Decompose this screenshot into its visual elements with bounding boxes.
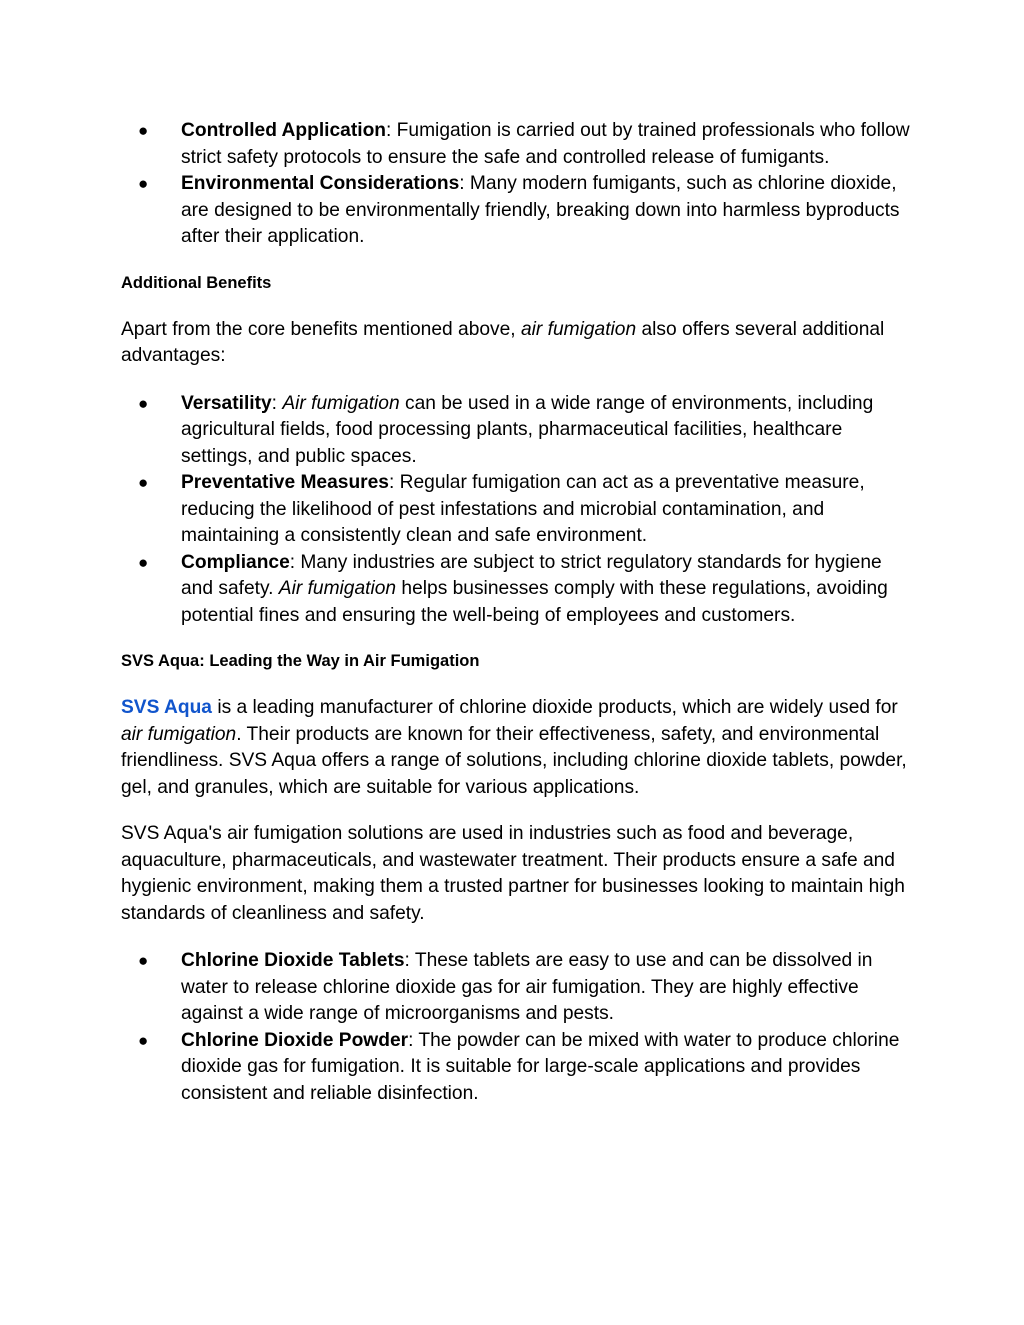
list-item-term: Chlorine Dioxide Powder [181,1029,409,1051]
list-item-text: : Fumigation is carried out by trained professionals who follow strict safety protocols to ensure the safe and controlled release of fumigants. [181,120,910,168]
bullet-icon: ● [138,121,149,140]
bullet-icon: ● [138,393,149,413]
list-item-term: Versatility [181,392,272,414]
emphasis-text: Air fumigation [278,578,397,599]
list-item [121,470,911,550]
list-item [121,391,911,471]
emphasis-text: Air fumigation [282,392,400,414]
emphasis-text: air fumigation [520,318,637,340]
list-item-text: can be used in a wide range of environments, including agricultural fields, food processing plants, pharmaceutical facilities, healthcare settings, and public spaces. [181,392,874,467]
list-item-term: Preventative Measures [181,472,389,493]
list-item-text: : The powder can be mixed with water to produce chlorine dioxide gas for fumigation. It is suitable for large-scale applications and provides consistent and reliable disinfection. [181,1029,900,1104]
list-item-term: Controlled Application [181,120,387,141]
bullet-icon: ● [138,473,149,492]
list-item-text: : These tablets are easy to use and can be dissolved in water to release chlorine dioxide gas for air fumigation. They are highly effective against a wide range of microorganisms and pests. [181,950,873,1024]
svs-aqua-link[interactable]: SVS Aqua [121,697,212,718]
list-item [121,550,911,630]
bullet-list-fumigation-features [121,118,911,251]
section-heading-additional-benefits: Additional Benefits [121,273,272,292]
svs-aqua-industries-paragraph: SVS Aqua's air fumigation solutions are used in industries such as food and beverage, aquaculture, pharmaceuticals, and wastewater treatment. Their products ensure a safe and hygienic environment, making them a trusted partner for businesses looking to maintain high standards of cleanliness and safety. [121,823,905,924]
list-item [121,118,911,171]
paragraph-text: . Their products are known for their effectiveness, safety, and environmental friendliness. SVS Aqua offers a range of solutions, including chlorine dioxide tablets, powder, gel, and granules, which are suitable for various applications. [121,723,907,798]
list-item [121,1028,911,1108]
bullet-list-additional-benefits [121,391,911,630]
list-item-term: Environmental Considerations [181,173,460,194]
list-item-text: : Many industries are subject to strict regulatory standards for hygiene and safety. [181,551,882,599]
paragraph-text: also offers several additional advantages: [121,318,885,366]
document-page [121,118,911,1107]
section-heading-svs-aqua: SVS Aqua: Leading the Way in Air Fumigation [121,652,480,670]
list-item [121,948,911,1028]
bullet-icon: ● [138,951,149,970]
emphasis-text: air fumigation [121,723,237,745]
list-item-text: helps businesses comply with these regulations, avoiding potential fines and ensuring the well-being of employees and customers. [181,578,888,626]
paragraph-text: Apart from the core benefits mentioned above, [121,318,521,340]
list-item-term: Chlorine Dioxide Tablets [181,950,405,971]
list-item-term: Compliance [181,551,290,573]
list-item-text: : Regular fumigation can act as a preventative measure, reducing the likelihood of pest infestations and microbial contamination, and maintaining a consistently clean and safe environment. [181,472,865,546]
bullet-icon: ● [138,552,149,572]
svs-aqua-paragraph [121,695,911,801]
intro-paragraph [121,317,911,370]
bullet-icon: ● [138,1030,149,1050]
bullet-list-products [121,948,911,1107]
paragraph-text: is a leading manufacturer of chlorine dioxide products, which are widely used for [211,697,898,718]
list-item [121,171,911,251]
list-item-text: : Many modern fumigants, such as chlorine dioxide, are designed to be environmentally friendly, breaking down into harmless byproducts after their application. [181,173,900,247]
list-item-text: : [271,392,283,414]
bullet-icon: ● [138,174,149,193]
